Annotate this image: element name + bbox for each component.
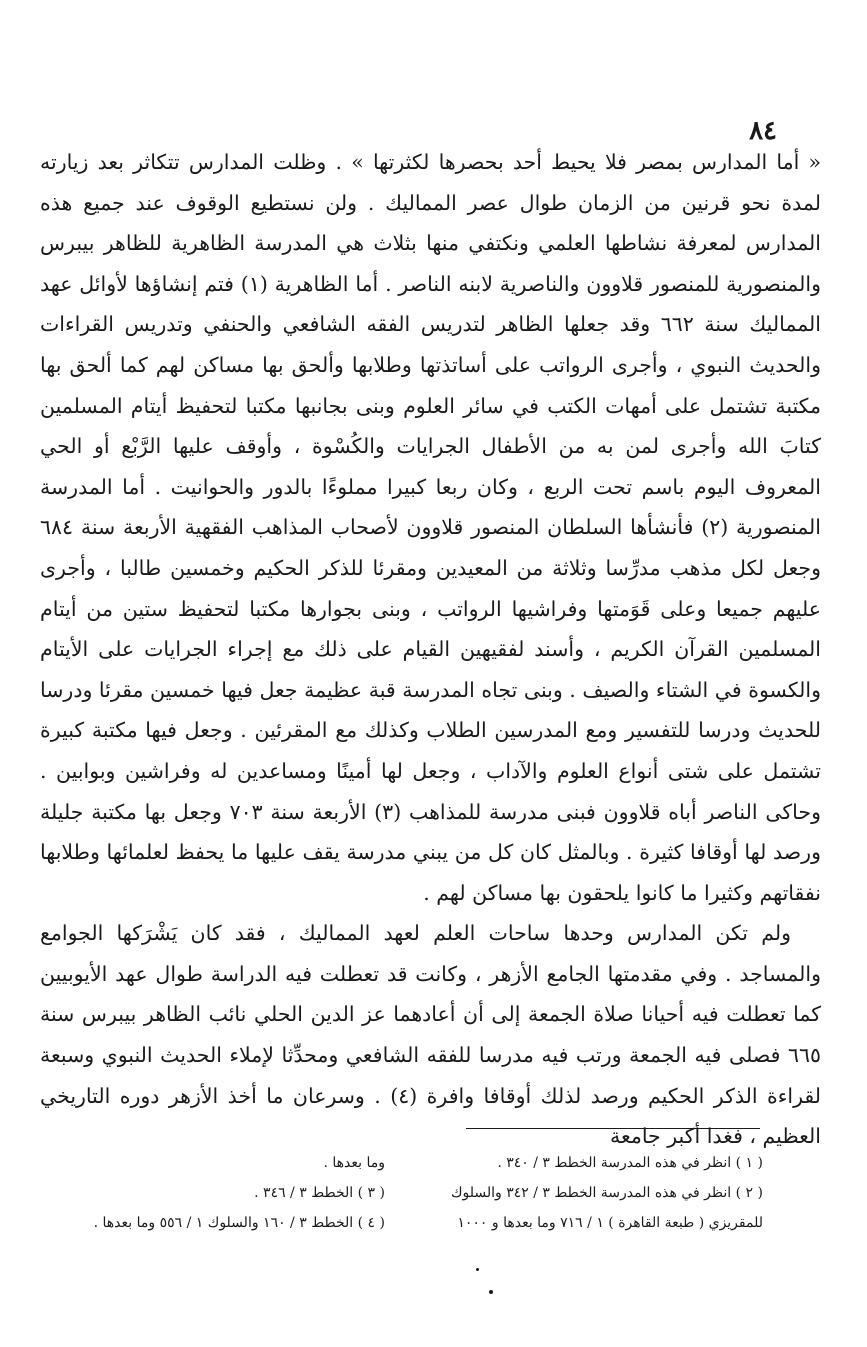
footnotes-right-column [403,1148,763,1238]
main-text [40,142,821,1157]
paragraph: ولم تكن المدارس وحدها ساحات العلم لعهد المماليك ، فقد كان يَشْرَكها الجوامع والمساجد . وفي مقدمتها الجامع الأزهر ، وكانت قد تعطلت فيه الدراسة طوال عهد الأيوبيين كما تعطلت فيه أحيانا صلاة الجمعة إلى أن أعادهما عز الدين الحلي نائب الظاهر بيبرس سنة ٦٦٥ فصلى فيه الجمعة ورتب فيه مدرسا للفقه الشافعي ومحدِّثا لإملاء الحديث النبوي وسبعة لقراءة الذكر الحكيم ورصد لذلك أوقافا وافرة (٤) . وسرعان ما أخذ الأزهر دوره التاريخي العظيم ، فغدا أكبر جامعة [40,921,822,1149]
footnote-line: ( ٢ ) انظر في هذه المدرسة الخطط ٣ / ٣٤٢ والسلوك [450,1185,763,1201]
page-number: ٨٤ [749,116,777,146]
footnote-line: وما بعدها . [323,1155,385,1171]
footnote-line: ( ٣ ) الخطط ٣ / ٣٤٦ . [254,1185,385,1201]
footnote-line: للمقريزي ( طبعة القاهرة ) ١ / ٧١٦ وما بعدها و ١٠٠٠ [457,1215,763,1231]
footnote-line: ( ١ ) انظر في هذه المدرسة الخطط ٣ / ٣٤٠ . [497,1155,763,1171]
footnote-divider [466,1128,760,1129]
ink-speck [476,1268,479,1271]
paragraph: « أما المدارس بمصر فلا يحيط أحد بحصرها لكثرتها » . وظلت المدارس تتكاثر بعد زيارته لمدة نحو قرنين من الزمان طوال عصر المماليك . ولن نستطيع الوقوف عند جميع هذه المدارس لمعرفة نشاطها العلمي ونكتفي منها بثلاث هي المدرسة الظاهرية للظاهر بيبرس والمنصورية للمنصور قلاوون والناصرية لابنه الناصر . أما الظاهرية (١) فتم إنشاؤها لأوائل عهد المماليك سنة ٦٦٢ وقد جعلها الظاهر لتدريس الفقه الشافعي والحنفي وتدريس القراءات والحديث النبوي ، وأجرى الرواتب على أساتذتها وطلابها وألحق بها مساكن لهم كما ألحق بها مكتبة تشتمل على أمهات الكتب في سائر العلوم وبنى بجانبها مكتبا لتحفيظ أيتام المسلمين كتابَ الله وأجرى لمن به من الأطفال الجرايات والكُسْوة ، وأوقف عليها الرَّبْع أو الحي المعروف اليوم باسم تحت الربع ، وكان ربعا كبيرا مملوءًا بالدور والحوانيت . أما المدرسة المنصورية (٢) فأنشأها السلطان المنصور قلاوون لأصحاب المذاهب الفقهية الأربعة سنة ٦٨٤ وجعل لكل مذهب مدرِّسا وثلاثة من المعيدين ومقرئا للذكر الحكيم وخمسين طالبا ، وأجرى عليهم جميعا وعلى قَوَمتها وفراشيها الرواتب ، وبنى بجوارها مكتبا لتحفيظ ستين من أيتام المسلمين القرآن الكريم ، وأسند لفقيهين القيام على ذلك مع إجراء الجرايات على الأيتام والكسوة في الشتاء والصيف . وبنى تجاه المدرسة قبة عظيمة جعل فيها خمسين مقرئا ودرسا للحديث ودرسا للتفسير ومع المدرسين الطلاب وكذلك مع المقرئين . وجعل فيها مكتبة كبيرة تشتمل على شتى أنواع العلوم والآداب ، وجعل لها أمينًا ومساعدين له وفراشين وبوابين . وحاكى الناصر أباه قلاوون فبنى مدرسة للمذاهب (٣) الأربعة سنة ٧٠٣ وجعل بها مكتبة جليلة ورصد لها أوقافا كثيرة . وبالمثل كان كل من يبني مدرسة يقف عليها ما يحفظ لعلمائها وطلابها نفقاتهم وكثيرا ما كانوا يلحقون بها مساكن لهم . [40,150,821,905]
ink-speck [489,1290,493,1294]
footnotes-left-column [5,1148,385,1238]
footnote-line: ( ٤ ) الخطط ٣ / ١٦٠ والسلوك ١ / ٥٥٦ وما بعدها . [93,1215,385,1231]
